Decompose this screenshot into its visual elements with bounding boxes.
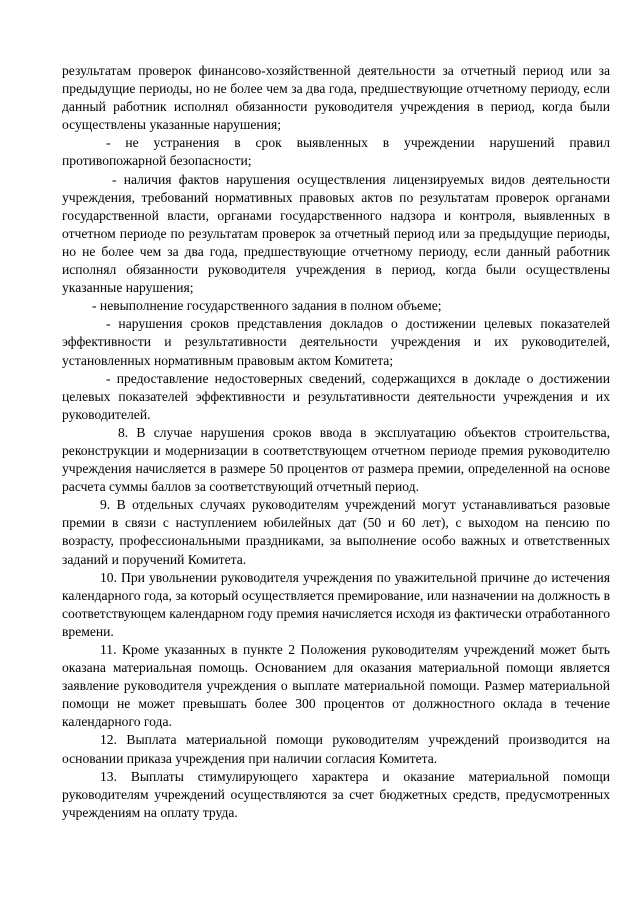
paragraph-item-9: 9. В отдельных случаях руководителям учреждений могут устанавливаться разовые премии в связи с наступлением юбилейных дат (50 и 60 лет), с выходом на пенсию по возрасту, профессиональными праздниками, за выполнение особо важных и ответственных заданий и поручений Комитета. xyxy=(62,497,610,567)
paragraph-false-information: - предоставление недостоверных сведений, содержащихся в докладе о достижении целевых показателей эффективности и результативности деятельности учреждения и их руководителей. xyxy=(62,370,610,422)
paragraph-fire-safety: - не устранения в срок выявленных в учреждении нарушений правил противопожарной безопасности; xyxy=(62,135,610,169)
paragraph-report-deadlines: - нарушения сроков представления докладов о достижении целевых показателей эффективности и результативности деятельности учреждения и их руководителей, установленных нормативным правовым актом Комитета; xyxy=(62,316,610,368)
paragraph-licensing-violations: - наличия фактов нарушения осуществления лицензируемых видов деятельности учреждения, требований нормативных правовых актов по результатам проверок органами государственной власти, органами государственного надзора и контроля, выявленных в отчетном периоде по результатам проверок за отчетный период или за предыдущие периоды, но не более чем за два года, предшествующие отчетному периоду, если данный работник исполнял обязанности руководителя учреждения в период, когда были осуществлены указанные нарушения; xyxy=(62,171,610,296)
paragraph-item-8: 8. В случае нарушения сроков ввода в эксплуатацию объектов строительства, реконструкции и модернизации в соответствующем отчетном периоде премия руководителю учреждения начисляется в размере 50 процентов от размера премии, определенной на основе расчета суммы баллов за соответствующий отчетный период. xyxy=(62,424,610,495)
paragraph-item-12: 12. Выплата материальной помощи руководителям учреждений производится на основании приказа учреждения при наличии согласия Комитета. xyxy=(62,732,610,766)
paragraph-state-task: - невыполнение государственного задания в полном объеме; xyxy=(92,298,442,314)
document-page xyxy=(62,62,610,822)
paragraph-continuation: результатам проверок финансово-хозяйственной деятельности за отчетный период или за предыдущие периоды, но не более чем за два года, предшествующие отчетному периоду, если данный работник исполнял обязанности руководителя учреждения в период, когда были осуществлены указанные нарушения; xyxy=(62,63,610,133)
paragraph-item-13: 13. Выплаты стимулирующего характера и оказание материальной помощи руководителям учреждений осуществляются за счет бюджетных средств, предусмотренных учреждениям на оплату труда. xyxy=(62,768,610,820)
paragraph-item-11: 11. Кроме указанных в пункте 2 Положения руководителям учреждений может быть оказана материальная помощь. Основанием для оказания материальной помощи является заявление руководителя учреждения о выплате материальной помощи. Размер материальной помощи не может превышать более 300 процентов от должностного оклада в течение календарного года. xyxy=(62,642,610,730)
paragraph-item-10: 10. При увольнении руководителя учреждения по уважительной причине до истечения календарного года, за который осуществляется премирование, или назначении на должность в соответствующем календарном году премия начисляется исходя из фактически отработанного времени. xyxy=(62,569,610,639)
